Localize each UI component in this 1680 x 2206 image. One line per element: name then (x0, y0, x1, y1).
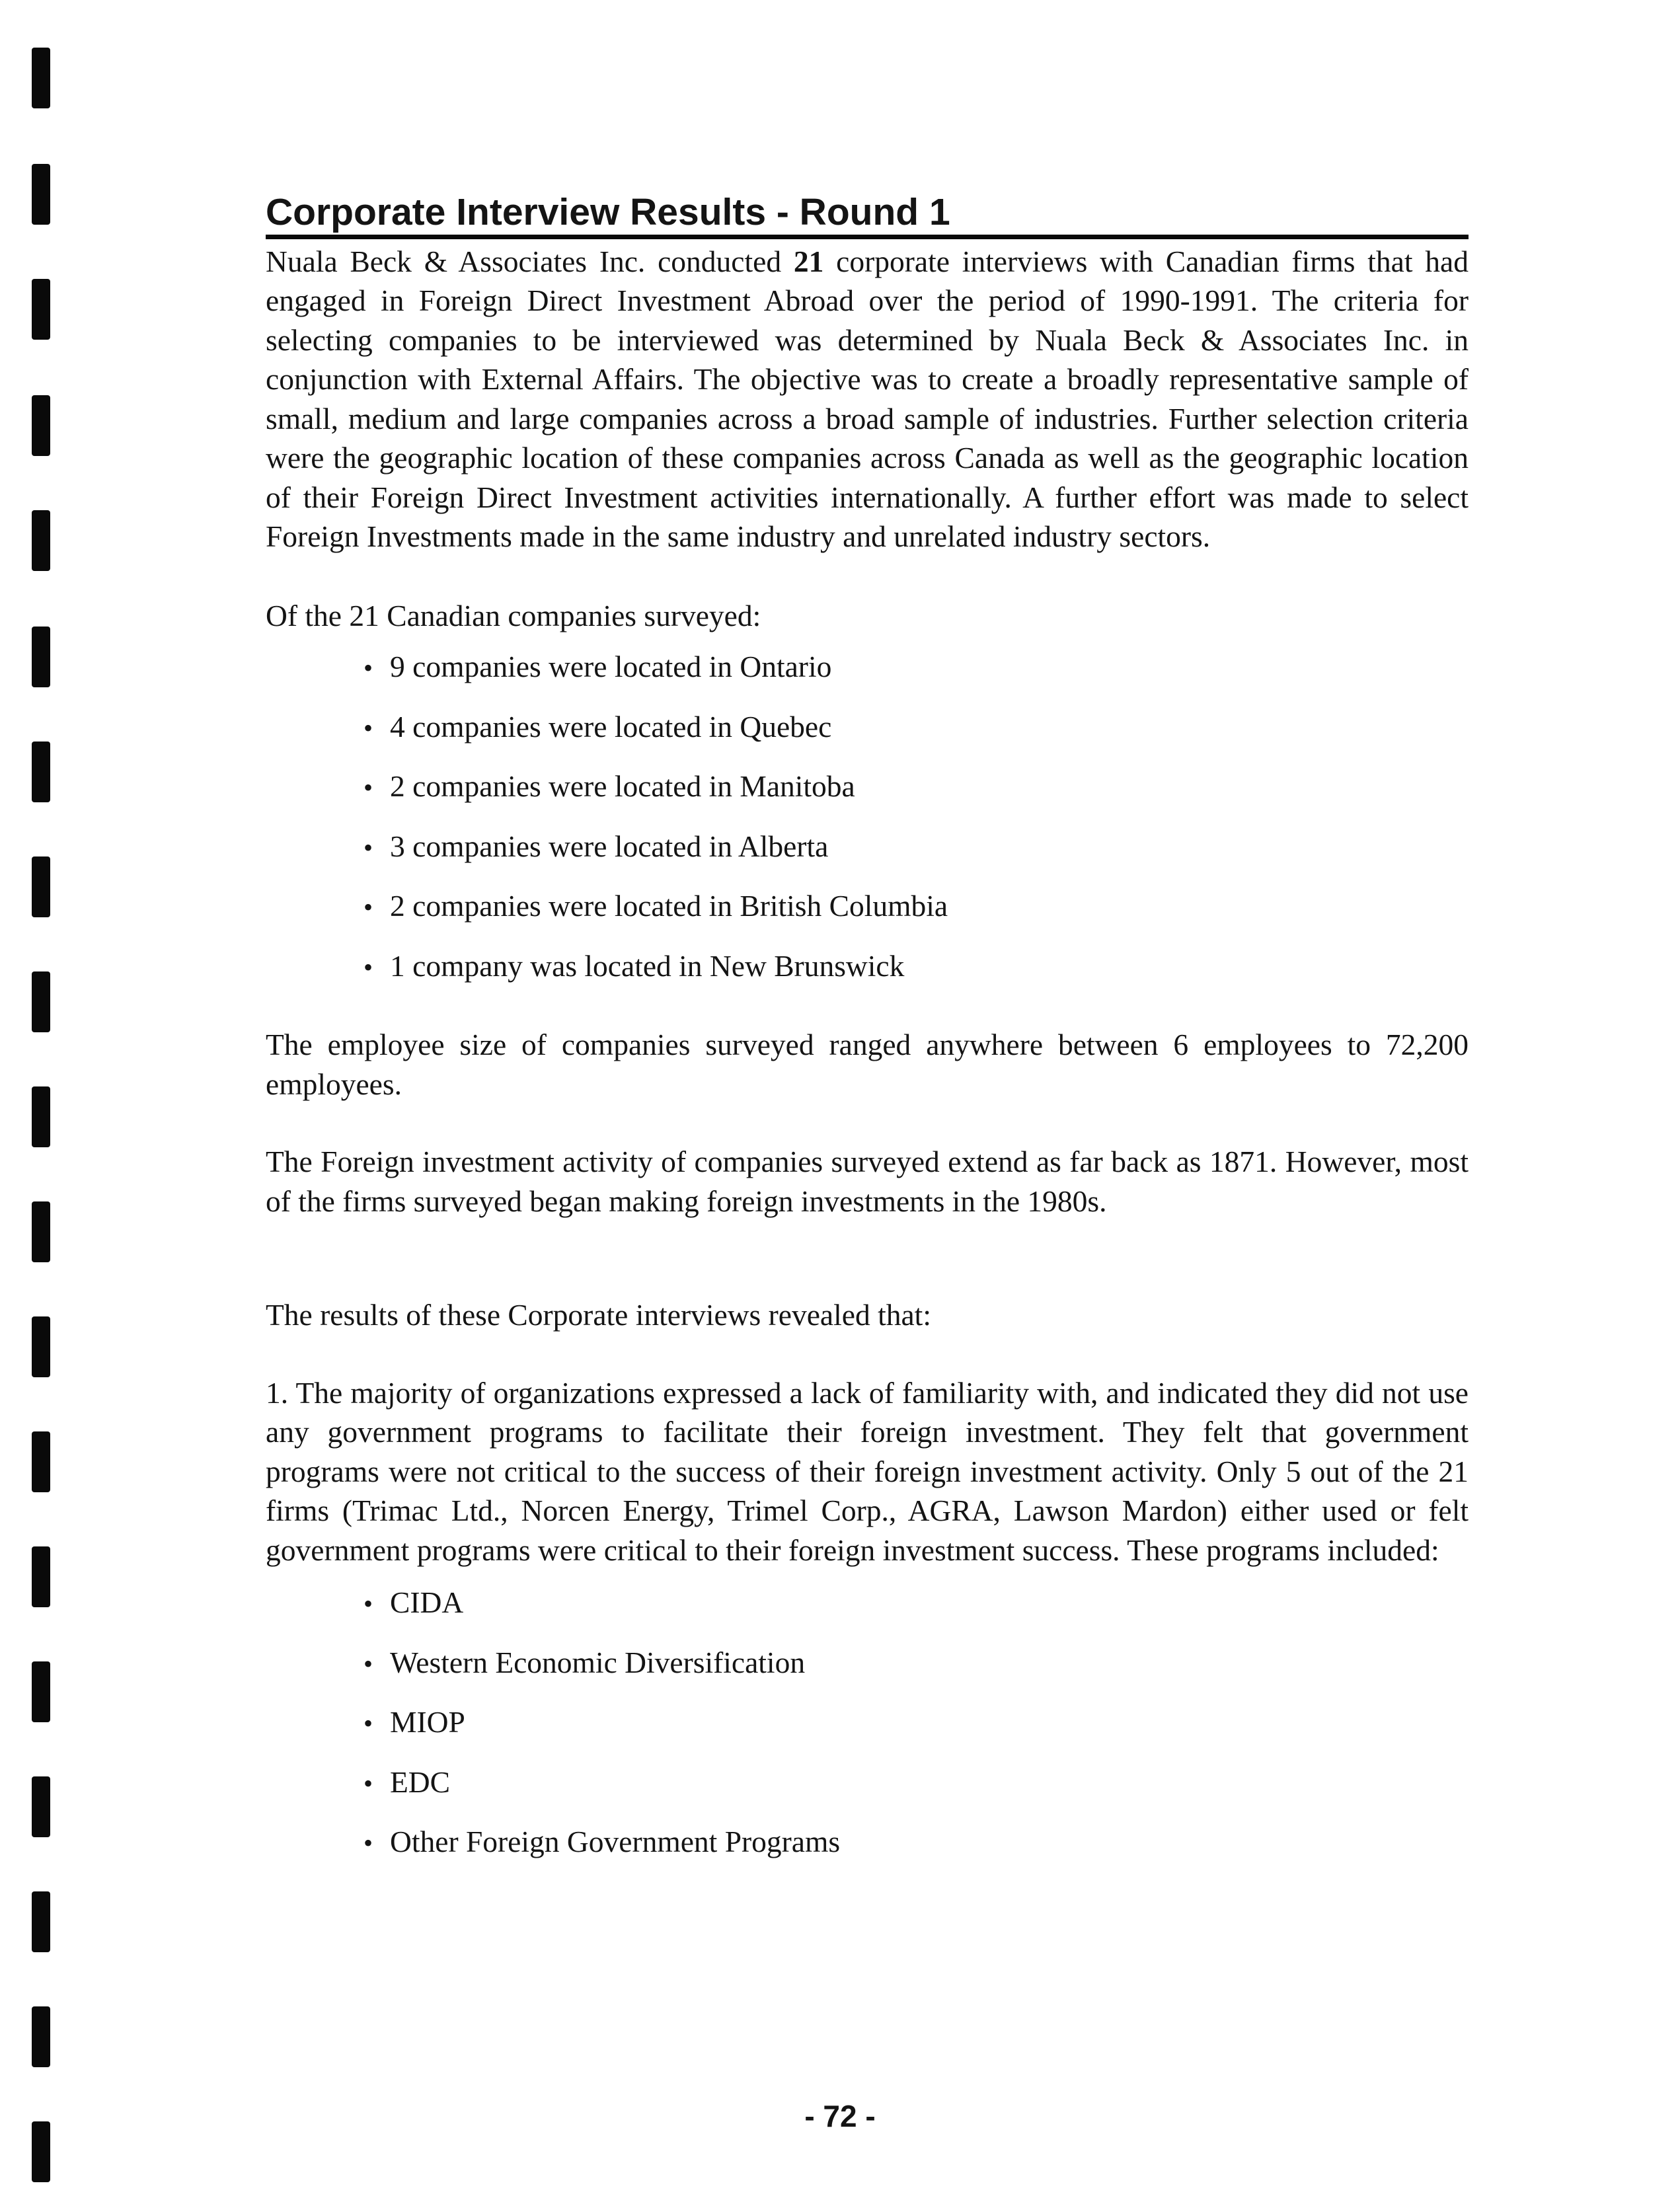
bullet-icon: • (363, 712, 373, 743)
location-item-text: 1 company was located in New Brunswick (390, 948, 905, 983)
location-item-text: 2 companies were located in Manitoba (390, 769, 855, 804)
bullet-icon: • (363, 1589, 373, 1619)
bullet-icon: • (363, 832, 373, 862)
binding-hole (32, 1316, 50, 1377)
bullet-icon: • (363, 1828, 373, 1858)
list-item (363, 946, 1469, 987)
binding-hole (32, 279, 50, 340)
binding-hole (32, 2006, 50, 2067)
binding-hole (32, 627, 50, 687)
program-item-text: CIDA (390, 1585, 464, 1620)
list-item (363, 886, 1469, 927)
binding-hole (32, 1086, 50, 1147)
bullet-icon: • (363, 1708, 373, 1739)
program-item-text: Other Foreign Government Programs (390, 1825, 841, 1859)
bullet-icon: • (363, 892, 373, 923)
history-paragraph: The Foreign investment activity of companies surveyed extend as far back as 1871. However, most of the firms surveyed began making foreign investments in the 1980s. (266, 1145, 1469, 1218)
bullet-icon: • (363, 1648, 373, 1679)
binding-hole (32, 395, 50, 456)
binding-hole (32, 48, 50, 108)
binding-hole (32, 1776, 50, 1837)
list-item (363, 1643, 1469, 1684)
location-item-text: 3 companies were located in Alberta (390, 829, 829, 863)
location-list (266, 647, 1469, 987)
location-item-text: 4 companies were located in Quebec (390, 709, 832, 743)
binding-hole (32, 510, 50, 571)
binding-hole (32, 742, 50, 802)
page-title: Corporate Interview Results - Round 1 (266, 192, 1469, 239)
list-item (363, 1763, 1469, 1804)
page-content (266, 192, 1469, 1882)
finding-1-paragraph: 1. The majority of organizations expressed a lack of familiarity with, and indicated they did not use any government programs to facilitate their foreign investment. They felt that government programs were not critical to the success of their foreign investment activity. Only 5 out of the 21 firms (Trimac Ltd., Norcen Energy, Trimel Corp., AGRA, Lawson Mardon) either used or felt government programs were critical to their foreign investment success. These programs included: (266, 1375, 1469, 1567)
list-item (363, 1583, 1469, 1624)
binding-hole (32, 1546, 50, 1607)
binding-hole (32, 1661, 50, 1722)
location-item-text: 2 companies were located in British Columbia (390, 889, 948, 923)
intro-text-start: Nuala Beck & Associates Inc. conducted (266, 244, 794, 278)
binding-hole (32, 1431, 50, 1492)
location-item-text: 9 companies were located in Ontario (390, 650, 832, 684)
interview-count: 21 (793, 244, 824, 278)
binding-hole (32, 971, 50, 1032)
bullet-icon: • (363, 773, 373, 803)
binding-hole (32, 164, 50, 225)
results-lead: The results of these Corporate interviews revealed that: (266, 1298, 931, 1332)
binding-hole (32, 1201, 50, 1262)
list-item (363, 767, 1469, 808)
list-item (363, 1702, 1469, 1743)
bullet-icon: • (363, 952, 373, 982)
program-item-text: MIOP (390, 1705, 465, 1739)
list-item (363, 1822, 1469, 1863)
binding-hole (32, 856, 50, 917)
list-item (363, 647, 1469, 688)
list-item (363, 707, 1469, 748)
intro-text-end: corporate interviews with Canadian firms that had engaged in Foreign Direct Investment Abroad over the period of 1990-1991. The criteria for selecting companies to be interviewed was determined by Nuala Beck & Associates Inc. in conjunction with External Affairs. The objective was to create a broadly representative sample of small, medium and large companies across a broad sample of industries. Further selection criteria were the geographic location of these companies across Canada as well as the geographic location of their Foreign Direct Investment activities internationally. A further effort was made to select Foreign Investments made in the same industry and unrelated industry sectors. (266, 244, 1469, 554)
survey-lead: Of the 21 Canadian companies surveyed: (266, 598, 761, 632)
program-item-text: EDC (390, 1765, 450, 1799)
bullet-icon: • (363, 1768, 373, 1798)
employee-size-paragraph: The employee size of companies surveyed ranged anywhere between 6 employees to 72,200 employees. (266, 1028, 1469, 1101)
bullet-icon: • (363, 653, 373, 683)
program-list (266, 1583, 1469, 1863)
intro-paragraph (266, 242, 1469, 556)
list-item (363, 827, 1469, 868)
page-number: - 72 - (804, 2099, 876, 2133)
binding-hole (32, 1891, 50, 1952)
program-item-text: Western Economic Diversification (390, 1645, 806, 1679)
